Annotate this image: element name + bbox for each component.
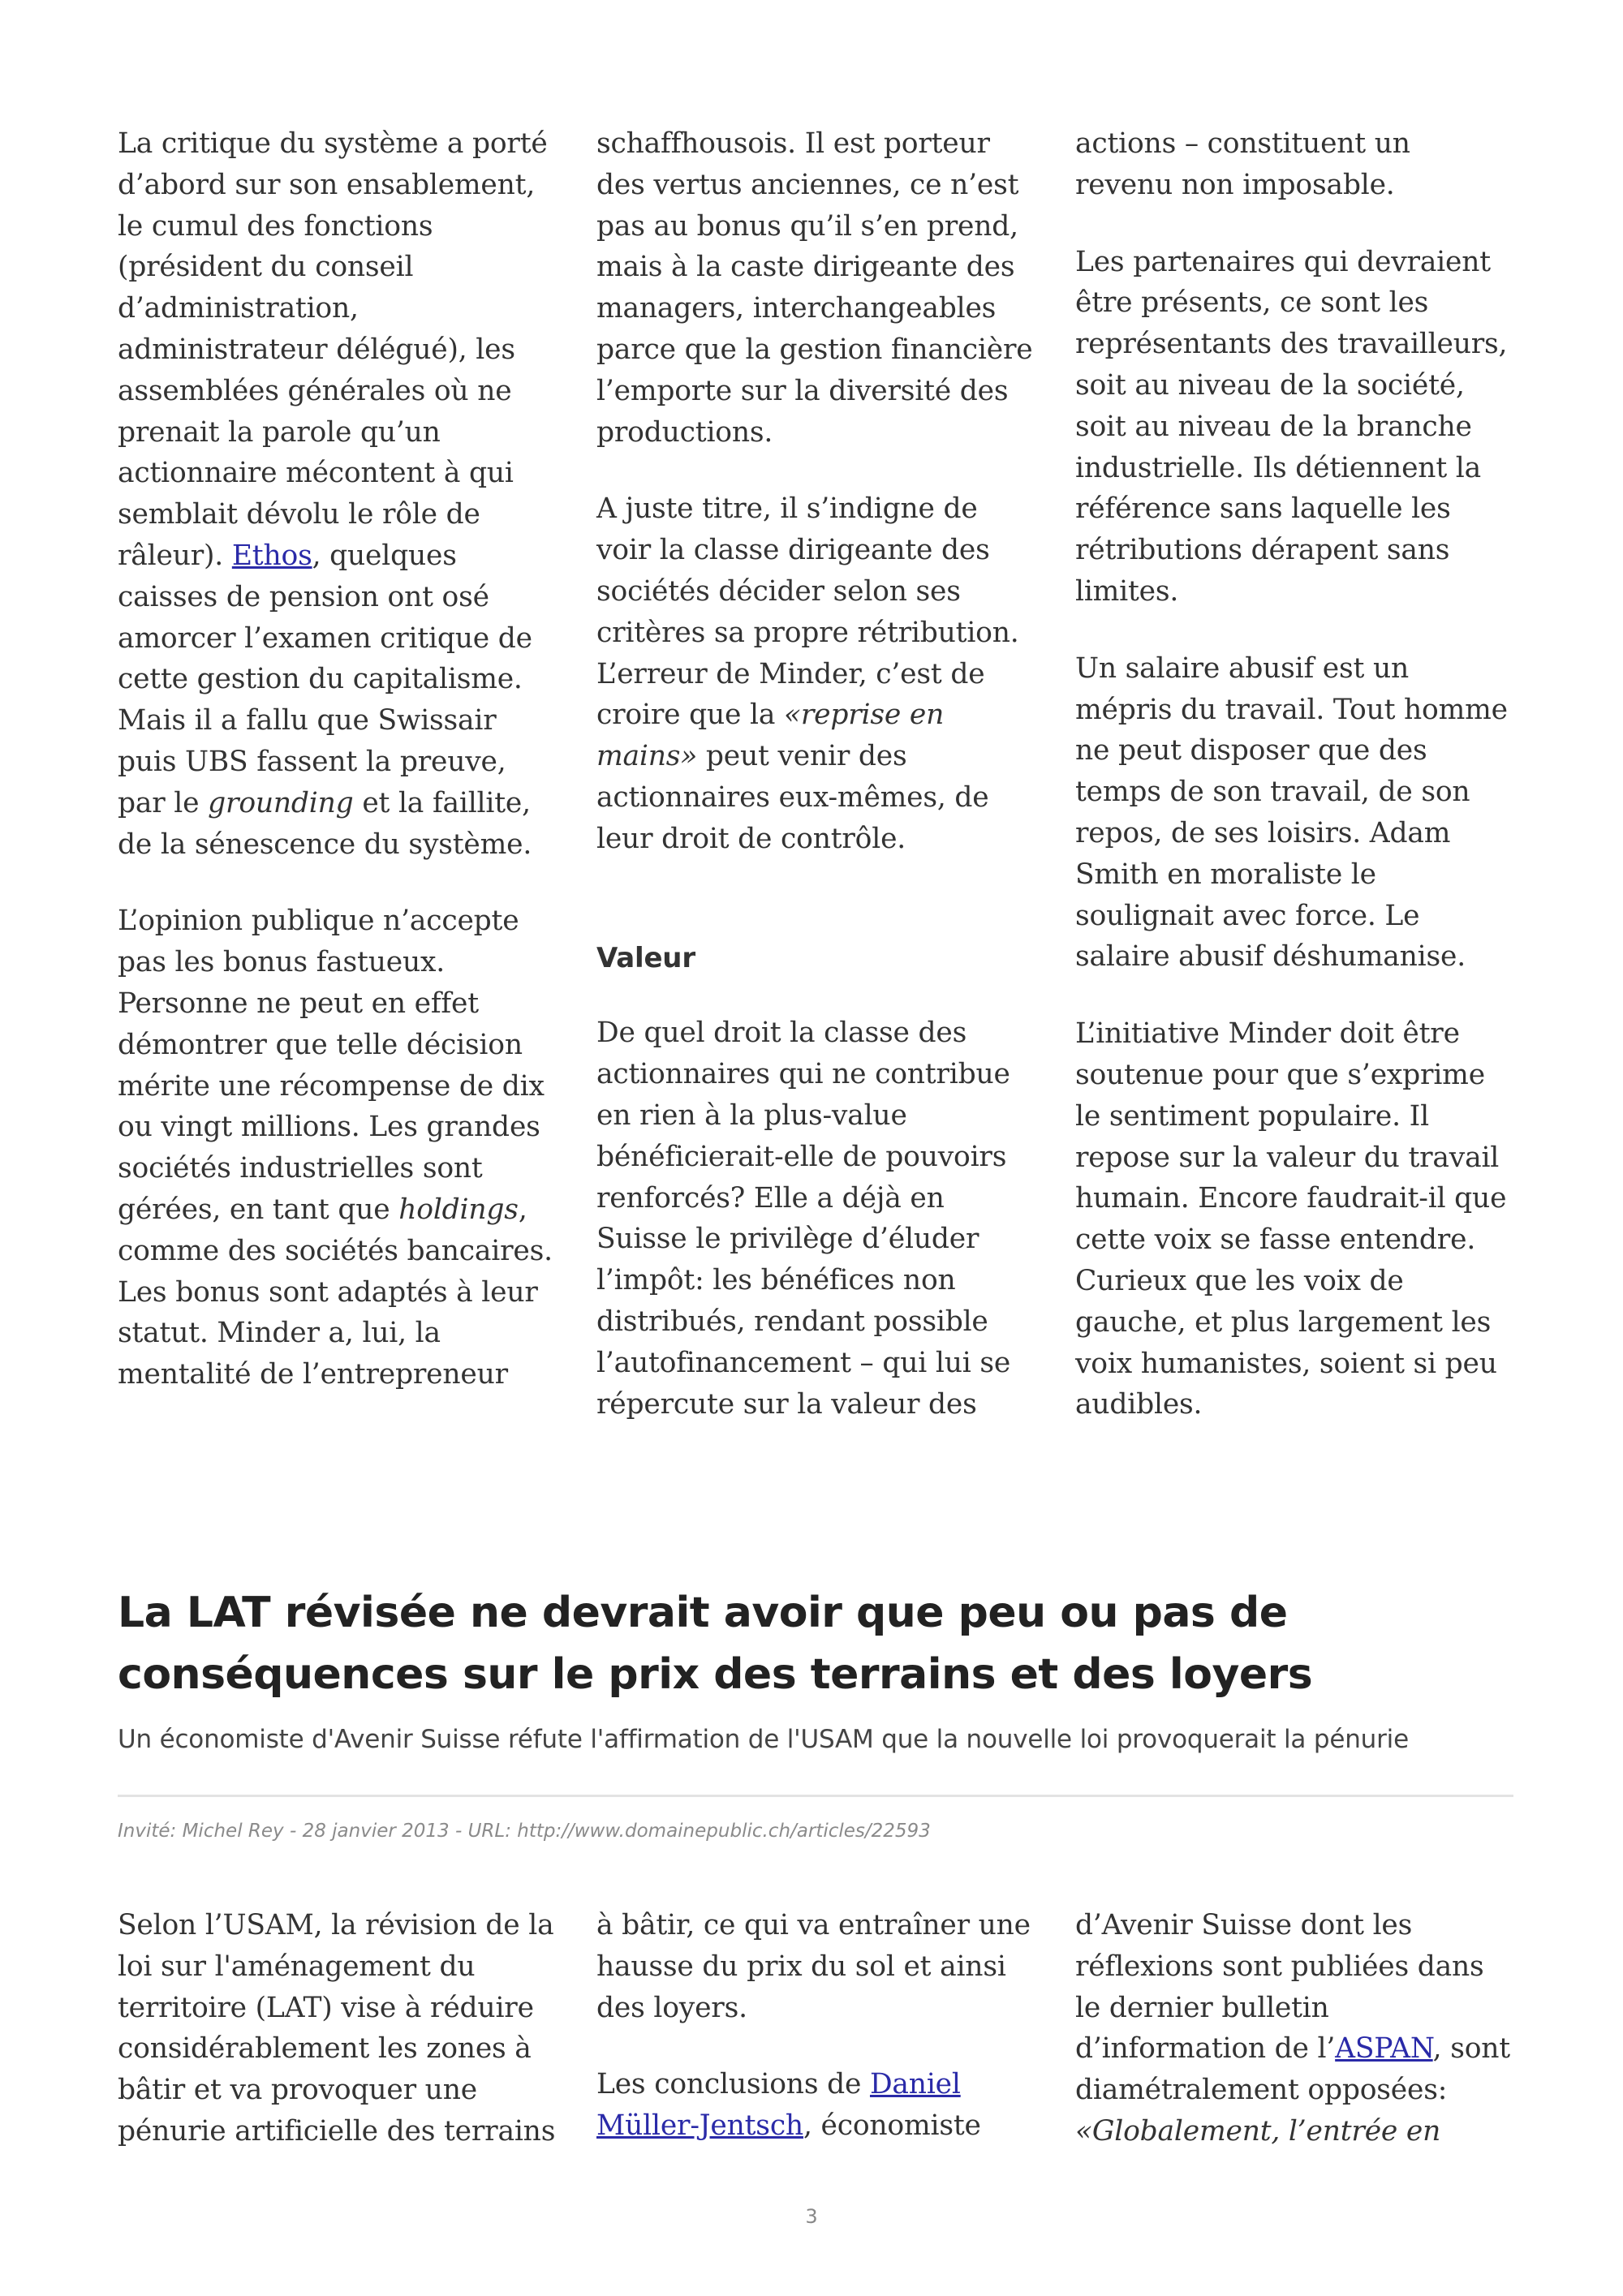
- article2-column-2: [596, 1905, 1035, 2152]
- paragraph: actions – constituent un revenu non imposable.: [1075, 127, 1410, 201]
- section-heading: Valeur: [596, 941, 695, 974]
- article-meta: Invité: Michel Rey - 28 janvier 2013 - URL: http://www.domainepublic.ch/articles/22593: [118, 1821, 931, 1842]
- article1-columns: [118, 123, 1513, 1425]
- paragraph: Un salaire abusif est un mépris du travail. Tout homme ne peut disposer que des temps de son travail, de son repos, de ses loisirs. Adam Smith en moraliste le soulignait avec force. Le salaire abusif déshumanise.: [1075, 651, 1508, 974]
- aspan-link[interactable]: ASPAN: [1335, 2032, 1433, 2066]
- paragraph: La critique du système a porté d’abord sur son ensablement, le cumul des fonctions (président du conseil d’administration, administrateur délégué), les assemblées générales où ne prenait la parole qu’un actionnaire mécontent à qui semblait dévolu le rôle de râleur). Ethos, quelques caisses de pension ont osé amorcer l’examen critique de cette gestion du capitalisme. Mais il a fallu que Swissair puis UBS fassent la preuve, par le grounding et la faillite, de la sénescence du système.: [118, 127, 548, 861]
- paragraph: A juste titre, il s’indigne de voir la classe dirigeante des sociétés décider selon ses critères sa propre rétribution. L’erreur de Minder, c’est de croire que la «reprise en mains» peut venir des actionnaires eux-mêmes, de leur droit de contrôle.: [596, 492, 1019, 855]
- article1-column-1: [118, 123, 556, 1425]
- paragraph: L’initiative Minder doit être soutenue pour que s’exprime le sentiment populaire. Il repose sur la valeur du travail humain. Encore faudrait-il que cette voix se fasse entendre. Curieux que les voix de gauche, et plus largement les voix humanistes, soient si peu audibles.: [1075, 1017, 1507, 1421]
- article1-column-2: [596, 123, 1035, 1425]
- paragraph: d’Avenir Suisse dont les réflexions sont publiées dans le dernier bulletin d’information de l’ASPAN, sont diamétralement opposées: «Globalement, l’entrée en: [1075, 1909, 1510, 2148]
- article2-columns: [118, 1905, 1513, 2152]
- paragraph: Les conclusions de Daniel Müller-Jentsch, économiste: [596, 2068, 981, 2143]
- divider: [118, 1795, 1513, 1797]
- article2-column-3: [1075, 1905, 1513, 2152]
- paragraph: schaffhousois. Il est porteur des vertus anciennes, ce n’est pas au bonus qu’il s’en prend, mais à la caste dirigeante des managers, interchangeables parce que la gestion financière l’emporte sur la diversité des productions.: [596, 127, 1033, 449]
- daniel-muller-jentsch-link[interactable]: Daniel Müller-Jentsch: [596, 2068, 961, 2143]
- paragraph: Les partenaires qui devraient être présents, ce sont les représentants des travailleurs, soit au niveau de la société, soit au niveau de la branche industrielle. Ils détiennent la référence sans laquelle les rétributions dérapent sans limites.: [1075, 245, 1508, 608]
- paragraph: à bâtir, ce qui va entraîner une hausse du prix du sol et ainsi des loyers.: [596, 1909, 1031, 2024]
- ethos-link[interactable]: Ethos: [231, 539, 312, 572]
- article-subtitle: Un économiste d'Avenir Suisse réfute l'affirmation de l'USAM que la nouvelle loi provoquerait la pénurie: [118, 1725, 1409, 1754]
- paragraph: Selon l’USAM, la révision de la loi sur l'aménagement du territoire (LAT) vise à réduire considérablement les zones à bâtir et va provoquer une pénurie artificielle des terrains: [118, 1909, 556, 2148]
- article-title: La LAT révisée ne devrait avoir que peu ou pas de conséquences sur le prix des terrains et des loyers: [118, 1589, 1313, 1699]
- article1-column-3: [1075, 123, 1513, 1425]
- article2-column-1: [118, 1905, 556, 2152]
- paragraph: L’opinion publique n’accepte pas les bonus fastueux. Personne ne peut en effet démontrer que telle décision mérite une récompense de dix ou vingt millions. Les grandes sociétés industrielles sont gérées, en tant que holdings, comme des sociétés bancaires. Les bonus sont adaptés à leur statut. Minder a, lui, la mentalité de l’entrepreneur: [118, 905, 553, 1391]
- paragraph: De quel droit la classe des actionnaires qui ne contribue en rien à la plus-value bénéficierait-elle de pouvoirs renforcés? Elle a déjà en Suisse le privilège d’éluder l’impôt: les bénéfices non distribués, rendant possible l’autofinancement – qui lui se répercute sur la valeur des: [596, 1017, 1011, 1421]
- page-number: 3: [805, 2205, 818, 2228]
